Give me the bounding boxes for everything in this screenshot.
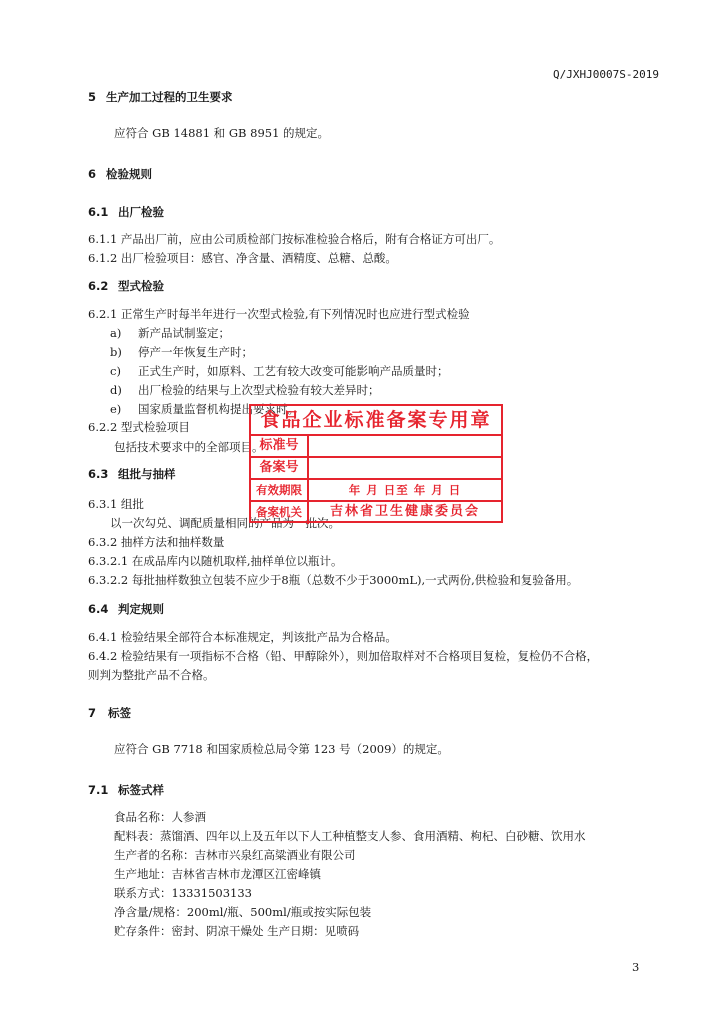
label-line-food-name: 食品名称：人参酒 — [114, 810, 206, 824]
label-line-address: 生产地址：吉林省吉林市龙潭区江密峰镇 — [114, 867, 321, 881]
label-line-storage: 贮存条件：密封、阴凉干燥处 生产日期：见喷码 — [114, 924, 360, 938]
section-6-4-heading — [88, 602, 164, 616]
section-number: 5 — [88, 90, 97, 104]
list-item — [110, 345, 253, 359]
clause-6-4-2: 6.4.2 检验结果有一项指标不合格（铅、甲醇除外），则加倍取样对不合格项目复检，复检仍不合格， — [88, 649, 599, 663]
stamp-row-standard-no — [251, 436, 501, 458]
section-title: 出厂检验 — [118, 205, 164, 219]
section-title: 组批与抽样 — [118, 467, 176, 481]
section-6-3-heading — [88, 467, 176, 481]
section-6-heading — [88, 167, 152, 181]
section-6-2-heading — [88, 279, 164, 293]
clause-6-3-2: 6.3.2 抽样方法和抽样数量 — [88, 535, 225, 549]
clause-6-4-1: 6.4.1 检验结果全部符合本标准规定，判该批产品为合格品。 — [88, 630, 397, 644]
section-number: 6.4 — [88, 602, 109, 616]
list-text: 正式生产时，如原料、工艺有较大改变可能影响产品质量时； — [138, 364, 449, 378]
clause-6-1-1: 6.1.1 产品出厂前，应由公司质检部门按标准检验合格后，附有合格证方可出厂。 — [88, 232, 501, 246]
stamp-value: 年 月 日至 年 月 日 — [348, 483, 462, 497]
clause-6-4-2-cont: 则判为整批产品不合格。 — [88, 668, 215, 682]
stamp-label: 备案号 — [251, 458, 309, 478]
clause-6-2-2-body: 包括技术要求中的全部项目。 — [114, 440, 264, 454]
clause-6-3-1-body: 以一次勾兑、调配质量相同的产品为一批次。 — [110, 516, 340, 530]
clause-6-2-2: 6.2.2 型式检验项目 — [88, 420, 190, 434]
section-title: 生产加工过程的卫生要求 — [106, 90, 233, 104]
section-number: 6.2 — [88, 279, 109, 293]
clause-6-3-1: 6.3.1 组批 — [88, 497, 144, 511]
list-text: 出厂检验的结果与上次型式检验有较大差异时； — [138, 383, 380, 397]
clause-6-3-2-1: 6.3.2.1 在成品库内以随机取样,抽样单位以瓶计。 — [88, 554, 343, 568]
list-marker: e) — [110, 402, 122, 416]
clause-6-3-2-2: 6.3.2.2 每批抽样数独立包装不应少于8瓶（总数不少于3000mL),一式两份,供检验和复验备用。 — [88, 573, 579, 587]
list-marker: c) — [110, 364, 121, 378]
stamp-row-filing-no — [251, 458, 501, 480]
stamp-value — [309, 458, 501, 478]
label-line-contact: 联系方式：13331503133 — [114, 886, 252, 900]
section-number: 7 — [88, 706, 97, 720]
section-title: 标签 — [108, 706, 131, 720]
list-text: 停产一年恢复生产时； — [138, 345, 253, 359]
section-title: 检验规则 — [106, 167, 152, 181]
section-number: 6.3 — [88, 467, 109, 481]
section-number: 7.1 — [88, 783, 109, 797]
list-text: 国家质量监督机构提出要求时。 — [138, 402, 299, 416]
section-title: 型式检验 — [118, 279, 164, 293]
section-5-heading — [88, 90, 233, 104]
stamp-title: 食品企业标准备案专用章 — [251, 406, 501, 436]
section-title: 判定规则 — [118, 602, 164, 616]
section-7-heading — [88, 706, 131, 720]
list-marker: d) — [110, 383, 122, 397]
clause-6-1-2: 6.1.2 出厂检验项目：感官、净含量、酒精度、总糖、总酸。 — [88, 251, 397, 265]
stamp-value — [309, 436, 501, 456]
label-line-producer: 生产者的名称：吉林市兴泉红高粱酒业有限公司 — [114, 848, 356, 862]
label-line-net-content: 净含量/规格：200ml/瓶、500ml/瓶或按实际包装 — [114, 905, 372, 919]
stamp-value: 吉林省卫生健康委员会 — [329, 504, 480, 519]
section-number: 6 — [88, 167, 97, 181]
stamp-label: 有效期限 — [251, 480, 309, 500]
list-marker: b) — [110, 345, 122, 359]
list-item — [110, 364, 449, 378]
section-number: 6.1 — [88, 205, 109, 219]
page-number: 3 — [632, 960, 640, 974]
list-item — [110, 383, 380, 397]
section-title: 标签式样 — [118, 783, 164, 797]
section-7-body: 应符合 GB 7718 和国家质检总局令第 123 号（2009）的规定。 — [114, 742, 449, 756]
list-marker: a) — [110, 326, 122, 340]
list-item — [110, 326, 230, 340]
stamp-row-validity — [251, 480, 501, 502]
list-text: 新产品试制鉴定； — [138, 326, 230, 340]
section-7-1-heading — [88, 783, 164, 797]
label-line-ingredients: 配料表：蒸馏酒、四年以上及五年以下人工种植整支人参、食用酒精、枸杞、白砂糖、饮用水 — [114, 829, 586, 843]
stamp-label: 标准号 — [251, 436, 309, 456]
filing-stamp — [249, 404, 503, 523]
clause-6-2-1: 6.2.1 正常生产时每半年进行一次型式检验,有下列情况时也应进行型式检验 — [88, 307, 470, 321]
stamp-row-authority — [251, 502, 501, 524]
stamp-label: 备案机关 — [251, 502, 309, 524]
section-6-1-heading — [88, 205, 164, 219]
document-code: Q/JXHJ0007S-2019 — [553, 68, 659, 81]
section-5-body: 应符合 GB 14881 和 GB 8951 的规定。 — [114, 126, 330, 140]
